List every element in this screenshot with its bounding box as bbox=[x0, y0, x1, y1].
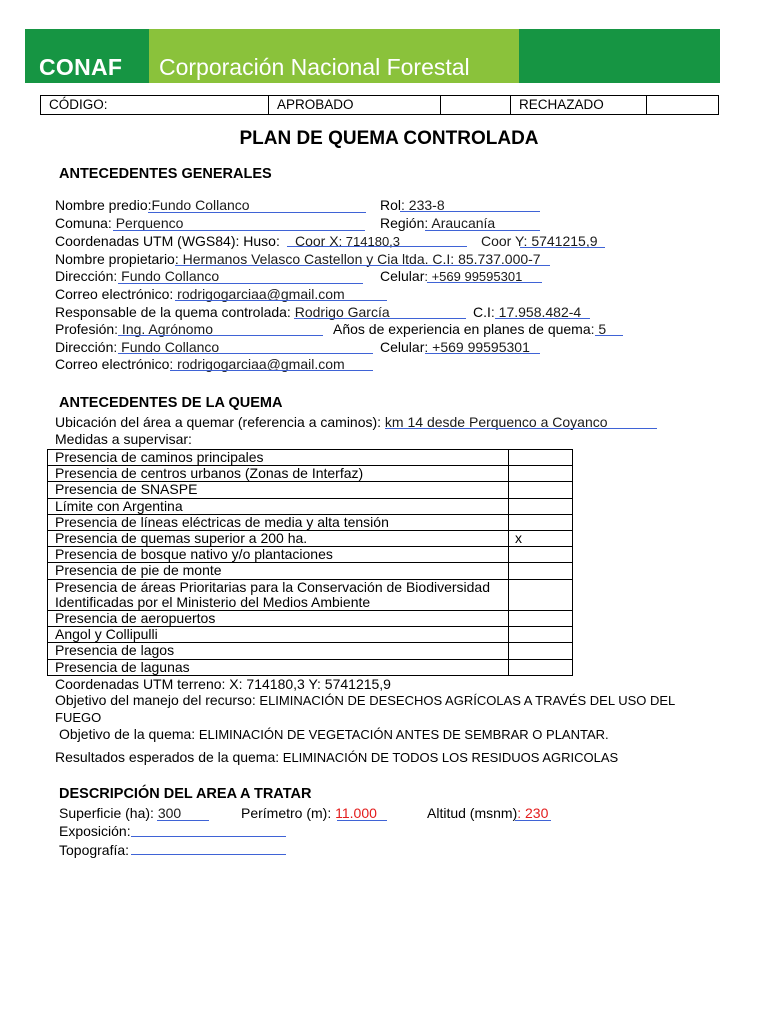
objetivo-manejo-line bbox=[55, 692, 675, 708]
altitud-label: Altitud (msnm) bbox=[427, 805, 518, 821]
correo-value: rodrigogarciaa@gmail.com bbox=[173, 286, 345, 302]
objetivo-quema-value: ELIMINACIÓN DE VEGETACIÓN ANTES DE SEMBRAR O PLANTAR. bbox=[195, 727, 609, 742]
medida-label-cell bbox=[48, 579, 509, 610]
correo-label: Correo electrónico: bbox=[55, 286, 174, 302]
medida-label: Presencia de lagos bbox=[55, 642, 175, 659]
medida-mark-cell bbox=[509, 531, 573, 547]
propietario-label: Nombre propietario: bbox=[55, 251, 179, 267]
medida-label-cell bbox=[48, 498, 509, 514]
medida-label: Presencia de SNASPE bbox=[55, 481, 198, 498]
direccion-underline bbox=[118, 283, 363, 284]
experiencia-line bbox=[333, 321, 606, 337]
ubicacion-underline bbox=[385, 428, 657, 429]
medida-mark-cell bbox=[509, 563, 573, 579]
medida-label-cell bbox=[48, 450, 509, 466]
medidas-row bbox=[48, 514, 573, 530]
celular2-underline bbox=[425, 353, 540, 354]
resultados-line bbox=[55, 749, 618, 765]
utm-line bbox=[55, 233, 280, 249]
medida-label-cell bbox=[48, 547, 509, 563]
responsable-label: Responsable de la quema controlada: bbox=[55, 304, 291, 320]
correo2-underline bbox=[170, 370, 373, 371]
superficie-underline bbox=[157, 820, 209, 821]
rechazado-box bbox=[647, 96, 717, 114]
section-heading-area: DESCRIPCIÓN DEL AREA A TRATAR bbox=[59, 786, 312, 802]
objetivo-quema-label: Objetivo de la quema: bbox=[59, 726, 196, 742]
medidas-row bbox=[48, 547, 573, 563]
medidas-row bbox=[48, 563, 573, 579]
celular-value: : +569 99595301 bbox=[424, 269, 523, 284]
section-heading-quema: ANTECEDENTES DE LA QUEMA bbox=[59, 395, 283, 411]
medida-label: Angol y Collipulli bbox=[55, 626, 158, 643]
medida-label-cell bbox=[48, 466, 509, 482]
profesion-value: : Ing. Agrónomo bbox=[114, 321, 213, 337]
celular-underline bbox=[427, 282, 542, 283]
region-line bbox=[380, 215, 495, 231]
coor-y-underline bbox=[520, 247, 605, 248]
responsable-value: Rodrigo García bbox=[290, 304, 390, 320]
correo2-value: : rodrigogarciaa@gmail.com bbox=[169, 356, 345, 372]
medidas-row bbox=[48, 659, 573, 675]
medida-label: Presencia de quemas superior a 200 ha. bbox=[55, 530, 308, 547]
propietario-underline bbox=[175, 265, 550, 266]
predio-label: Nombre predio: bbox=[55, 197, 152, 213]
altitud-line bbox=[427, 805, 548, 821]
medida-label: Presencia de bosque nativo y/o plantaciones bbox=[55, 546, 333, 563]
medida-label: Presencia de lagunas bbox=[55, 658, 190, 675]
medida-label-cell bbox=[48, 514, 509, 530]
superficie-value: 300 bbox=[153, 805, 182, 821]
medida-label: Presencia de caminos principales bbox=[55, 449, 264, 465]
comuna-label: Comuna: bbox=[55, 215, 112, 231]
medida-label-cell bbox=[48, 643, 509, 659]
utm-terreno: Coordenadas UTM terreno: X: 714180,3 Y: 5741215,9 bbox=[55, 676, 391, 692]
medida-mark-cell bbox=[509, 466, 573, 482]
codigo-cell bbox=[41, 96, 269, 114]
medidas-row bbox=[48, 466, 573, 482]
coor-x-underline bbox=[287, 246, 467, 247]
rol-label: Rol bbox=[380, 197, 402, 213]
objetivo-quema-line bbox=[59, 726, 609, 742]
aprobado-label: APROBADO bbox=[277, 97, 354, 112]
medida-label: Presencia de líneas eléctricas de media y alta tensión bbox=[55, 513, 389, 530]
superficie-line bbox=[59, 805, 181, 821]
medida-label-cell bbox=[48, 627, 509, 643]
perimetro-line bbox=[241, 805, 377, 821]
medida-mark-cell bbox=[509, 498, 573, 514]
medidas-row bbox=[48, 627, 573, 643]
profesion-label: Profesión bbox=[55, 321, 115, 337]
coor-x-label: Coor X bbox=[295, 233, 339, 249]
experiencia-label: Años de experiencia en planes de quema bbox=[333, 321, 591, 337]
coor-y-label: Coor Y bbox=[481, 233, 524, 249]
comuna-line bbox=[55, 215, 183, 231]
medida-mark-cell bbox=[509, 514, 573, 530]
exposicion-underline bbox=[131, 836, 286, 837]
direccion2-value: : Fundo Collanco bbox=[113, 339, 220, 355]
direccion-value: : Fundo Collanco bbox=[113, 268, 220, 284]
resultados-value: ELIMINACIÓN DE TODOS LOS RESIDUOS AGRICOLAS bbox=[279, 750, 619, 765]
medidas-row bbox=[48, 450, 573, 466]
perimetro-value: 11.000 bbox=[331, 805, 377, 821]
propietario-value: Hermanos Velasco Castellon y Cia ltda. C.I: 85.737.000-7 bbox=[178, 251, 541, 267]
medida-label-cell bbox=[48, 611, 509, 627]
medida-mark-cell bbox=[509, 450, 573, 466]
perimetro-underline bbox=[337, 820, 387, 821]
medidas-row bbox=[48, 482, 573, 498]
medida-mark-cell bbox=[509, 547, 573, 563]
document-title: PLAN DE QUEMA CONTROLADA bbox=[239, 128, 539, 149]
coor-x-value: : 714180,3 bbox=[338, 234, 401, 249]
objetivo-manejo-value: ELIMINACIÓN DE DESECHOS AGRÍCOLAS A TRAVÉS DEL USO DEL bbox=[255, 693, 676, 708]
ci-underline bbox=[495, 318, 590, 319]
header-banner bbox=[25, 29, 720, 83]
resultados-label: Resultados esperados de la quema: bbox=[55, 749, 280, 765]
code-bar bbox=[40, 95, 719, 115]
medida-mark-cell bbox=[509, 659, 573, 675]
rechazado-cell bbox=[511, 96, 647, 114]
medidas-row bbox=[48, 611, 573, 627]
medidas-row bbox=[48, 643, 573, 659]
predio-line bbox=[55, 197, 250, 213]
predio-value: Fundo Collanco bbox=[151, 197, 250, 213]
coor-y-value: : 5741215,9 bbox=[523, 233, 598, 249]
rechazado-label: RECHAZADO bbox=[519, 97, 604, 112]
celular-label: Celular bbox=[380, 268, 425, 284]
responsable-underline bbox=[294, 318, 466, 319]
comuna-value: Perquenco bbox=[111, 215, 184, 231]
topografia-label: Topografía: bbox=[59, 842, 130, 858]
region-label: Región bbox=[380, 215, 425, 231]
medida-label-cell bbox=[48, 563, 509, 579]
organization-name: Corporación Nacional Forestal bbox=[159, 54, 470, 80]
medida-mark-cell bbox=[509, 482, 573, 498]
predio-underline bbox=[148, 212, 366, 213]
ci-label: C.I bbox=[473, 304, 491, 320]
region-value: : Araucanía bbox=[424, 215, 496, 231]
correo-underline bbox=[175, 300, 387, 301]
medida-label: Presencia de aeropuertos bbox=[55, 610, 216, 627]
celular2-value: : +569 99595301 bbox=[424, 339, 530, 355]
medida-label: Presencia de pie de monte bbox=[55, 562, 222, 579]
medida-mark-cell bbox=[509, 627, 573, 643]
experiencia-underline bbox=[595, 335, 623, 336]
rol-underline bbox=[400, 211, 540, 212]
codigo-label: CÓDIGO: bbox=[49, 97, 108, 112]
medida-label-cell bbox=[48, 659, 509, 675]
ubicacion-value: km 14 desde Perquenco a Coyanco bbox=[381, 414, 608, 430]
region-underline bbox=[425, 230, 540, 231]
medida-mark: x bbox=[515, 530, 522, 547]
medidas-label: Medidas a supervisar: bbox=[55, 431, 192, 447]
exposicion-label: Exposición: bbox=[59, 823, 131, 839]
superficie-label: Superficie (ha): bbox=[59, 805, 154, 821]
medidas-row bbox=[48, 498, 573, 514]
medida-mark-cell bbox=[509, 579, 573, 610]
aprobado-cell bbox=[269, 96, 441, 114]
direccion2-label: Dirección bbox=[55, 339, 114, 355]
medidas-table bbox=[47, 449, 573, 676]
medida-label: Límite con Argentina bbox=[55, 497, 183, 514]
objetivo-manejo-label: Objetivo del manejo del recurso: bbox=[55, 692, 256, 708]
direccion-line bbox=[55, 268, 219, 284]
medidas-row bbox=[48, 531, 573, 547]
medida-mark-cell bbox=[509, 643, 573, 659]
section-heading-general: ANTECEDENTES GENERALES bbox=[59, 166, 272, 182]
medida-label: Presencia de áreas Prioritarias para la Conservación de Biodiversidad bbox=[55, 578, 491, 595]
direccion2-underline bbox=[118, 353, 373, 354]
experiencia-value: : 5 bbox=[590, 321, 607, 337]
rol-value: : 233-8 bbox=[401, 197, 445, 213]
medidas-row bbox=[48, 579, 573, 610]
ci-value: : 17.958.482-4 bbox=[490, 304, 582, 320]
aprobado-box bbox=[441, 96, 511, 114]
medida-label-cell bbox=[48, 482, 509, 498]
comuna-underline bbox=[113, 230, 365, 231]
medida-label: Presencia de centros urbanos (Zonas de Interfaz) bbox=[55, 465, 364, 482]
medida-label-cont: Identificadas por el Ministerio del Medios Ambiente bbox=[55, 593, 371, 610]
perimetro-label: Perímetro (m): bbox=[241, 805, 332, 821]
ubicacion-label: Ubicación del área a quemar (referencia a caminos): bbox=[55, 414, 382, 430]
correo2-label: Correo electrónico bbox=[55, 356, 170, 372]
conaf-logo: CONAF bbox=[39, 54, 123, 80]
utm-label: Coordenadas UTM (WGS84): Huso: bbox=[55, 233, 280, 249]
medida-label-cell bbox=[48, 531, 509, 547]
objetivo-manejo-value-cont: FUEGO bbox=[55, 710, 102, 725]
topografia-underline bbox=[131, 854, 286, 855]
direccion-label: Dirección bbox=[55, 268, 114, 284]
altitud-underline bbox=[515, 820, 551, 821]
altitud-value: : 230 bbox=[517, 805, 549, 821]
celular2-label: Celular bbox=[380, 339, 425, 355]
profesion-underline bbox=[118, 335, 323, 336]
medida-mark-cell bbox=[509, 611, 573, 627]
